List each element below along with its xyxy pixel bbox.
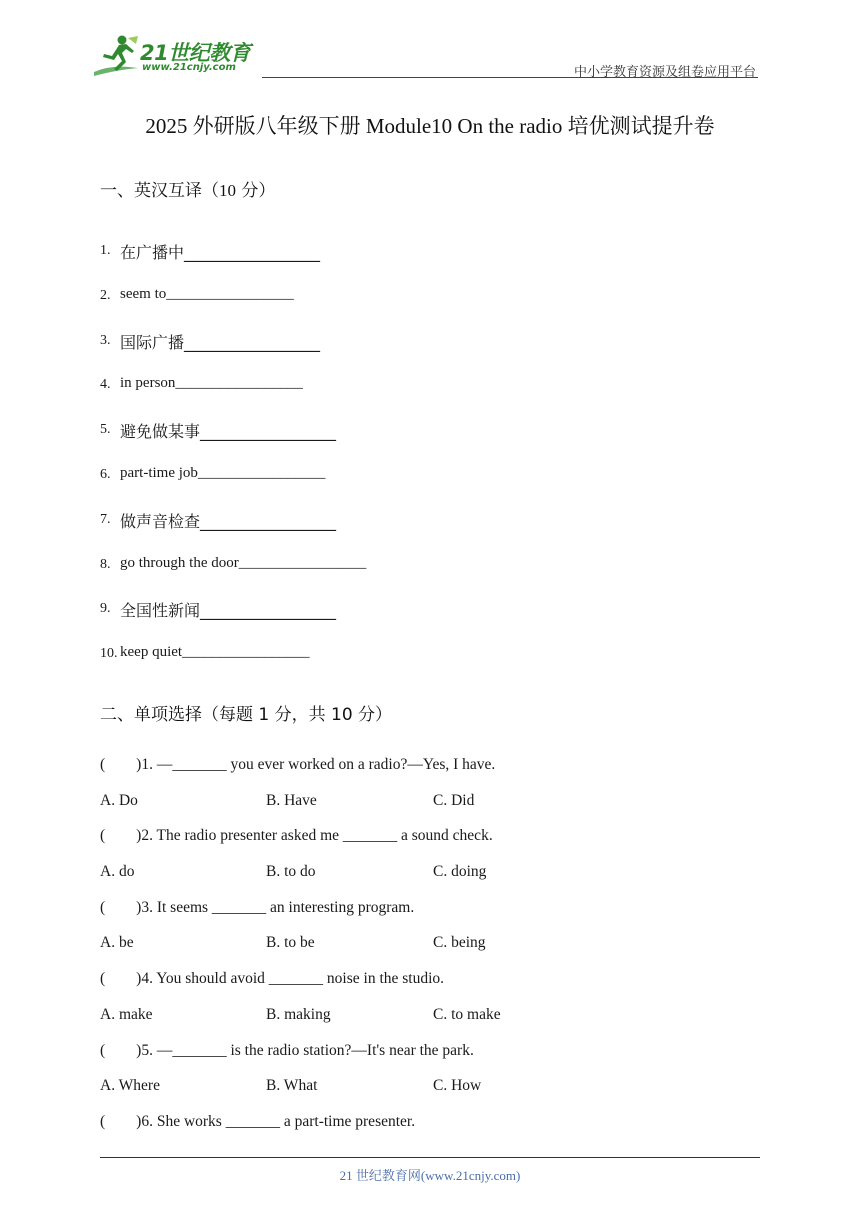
vocab-item: [100, 464, 760, 509]
vocab-text: 全国性新闻_________________: [120, 601, 337, 621]
option-b: B. making: [266, 1005, 331, 1023]
question-stem: ( )5. —_______ is the radio station?—It's near the park.: [100, 1041, 474, 1059]
question-list: [100, 756, 760, 1149]
vocab-text: 国际广播_________________: [120, 332, 321, 352]
vocab-text: keep quiet_________________: [120, 644, 310, 661]
page-title: 2025 外研版八年级下册 Module10 On the radio 培优测试提升卷: [145, 114, 715, 138]
option-a: A. do: [100, 863, 135, 881]
logo-url: www.21cnjy.com: [142, 62, 236, 73]
vocab-item: [100, 330, 760, 375]
section-1-heading: [100, 176, 275, 201]
option-a: A. be: [100, 934, 134, 952]
vocab-text: 在广播中_________________: [120, 243, 321, 262]
question-options: [100, 863, 760, 899]
question-options: [100, 934, 760, 970]
option-b: B. Have: [266, 791, 317, 809]
vocab-text: 做声音检查_________________: [120, 511, 337, 531]
header-divider: [262, 77, 758, 78]
vocab-text: go through the door_________________: [120, 554, 367, 571]
question-stem: ( )3. It seems _______ an interesting program.: [100, 898, 415, 916]
vocab-number: 9.: [100, 601, 111, 617]
question-options: [100, 1006, 760, 1042]
question-stem: ( )4. You should avoid _______ noise in the studio.: [100, 970, 445, 988]
option-c: C. How: [433, 1077, 482, 1095]
runner-logo-icon: [92, 34, 142, 78]
vocab-item: [100, 554, 760, 599]
vocab-text: seem to_________________: [120, 285, 294, 302]
option-a: A. Do: [100, 791, 138, 809]
option-b: B. to do: [266, 863, 316, 881]
vocab-item: [100, 419, 760, 464]
question-options: [100, 792, 760, 828]
site-logo[interactable]: [92, 34, 262, 78]
question-stem: ( )2. The radio presenter asked me _______ a sound check.: [100, 827, 493, 845]
footer-divider: [100, 1157, 760, 1158]
vocab-item: [100, 285, 760, 330]
vocab-number: 7.: [100, 511, 111, 527]
vocab-text: in person_________________: [120, 375, 303, 392]
vocab-item: [100, 240, 760, 285]
vocab-list: [100, 240, 760, 688]
option-a: A. make: [100, 1005, 153, 1023]
vocab-number: 2.: [100, 287, 111, 303]
section-1-suffix: 分）: [236, 181, 276, 201]
vocab-number: 10.: [100, 646, 118, 662]
option-c: C. Did: [433, 791, 475, 809]
vocab-number: 8.: [100, 556, 111, 572]
option-c: C. doing: [433, 863, 487, 881]
section-2-heading: 二、单项选择（每题 1 分，共 10 分）: [100, 705, 393, 725]
vocab-item: [100, 509, 760, 554]
vocab-item: [100, 643, 760, 688]
vocab-number: 5.: [100, 422, 111, 438]
platform-tagline: 中小学教育资源及组卷应用平台: [573, 65, 756, 80]
section-1-prefix: 一、英汉互译（: [100, 181, 219, 201]
option-a: A. Where: [100, 1077, 160, 1095]
page-header: [0, 0, 860, 80]
vocab-text: 避免做某事_________________: [120, 422, 337, 442]
vocab-text: part-time job_________________: [120, 464, 326, 481]
option-b: B. What: [266, 1077, 318, 1095]
option-c: C. being: [433, 934, 486, 952]
section-1-score: 10: [219, 181, 236, 200]
vocab-number: 1.: [100, 243, 111, 258]
question-stem: ( )1. —_______ you ever worked on a radio?—Yes, I have.: [100, 756, 496, 773]
question-stem: ( )6. She works _______ a part-time presenter.: [100, 1112, 416, 1130]
vocab-item: [100, 374, 760, 419]
vocab-number: 3.: [100, 332, 111, 348]
question-options: [100, 1077, 760, 1113]
option-b: B. to be: [266, 934, 315, 952]
vocab-number: 6.: [100, 466, 111, 482]
vocab-item: [100, 598, 760, 643]
logo-wordmark: 21世纪教育: [140, 41, 251, 65]
option-c: C. to make: [433, 1005, 501, 1023]
vocab-number: 4.: [100, 377, 111, 393]
footer-link[interactable]: 21 世纪教育网(www.21cnjy.com): [339, 1168, 521, 1183]
